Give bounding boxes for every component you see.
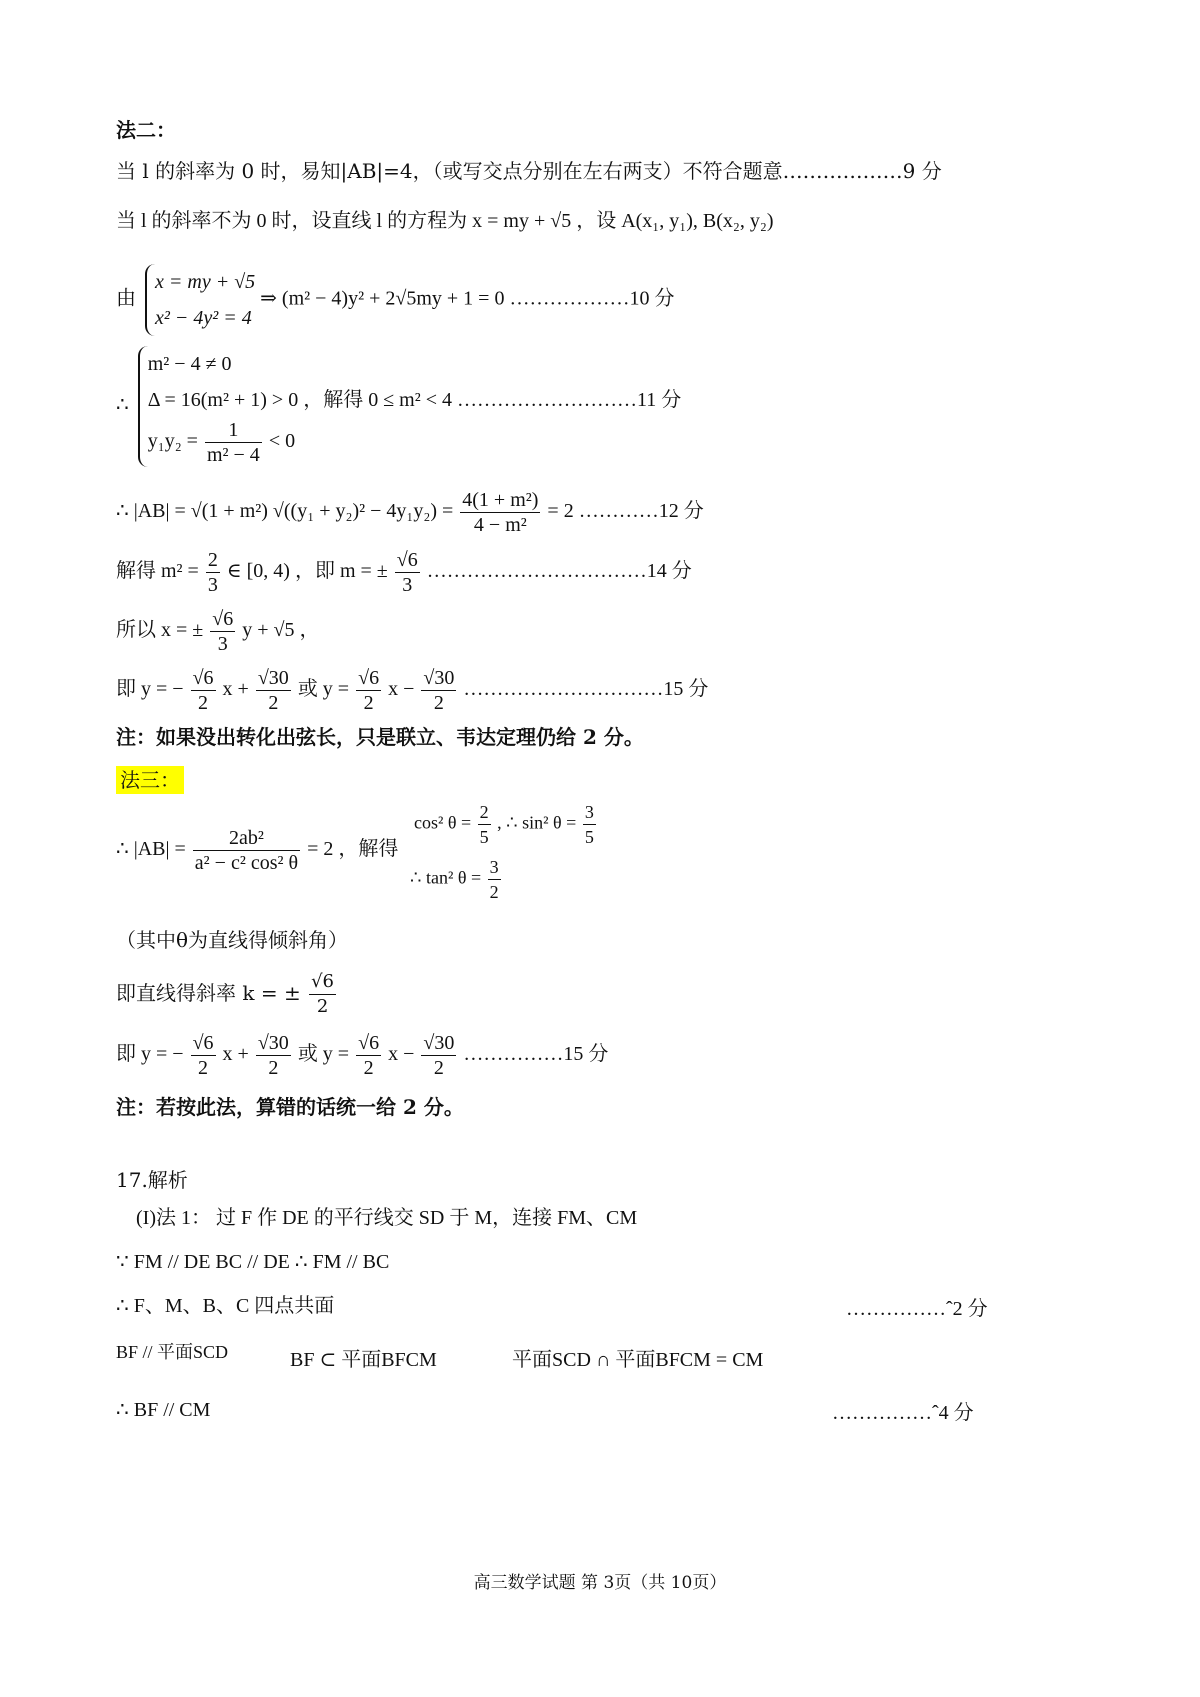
ab-rhs: = 2 ，解得 (307, 838, 399, 861)
fraction-numerator: 2ab² (193, 826, 300, 851)
fraction (356, 666, 381, 715)
fraction-numerator: √30 (257, 1032, 289, 1054)
fraction-numerator: 3 (488, 855, 501, 880)
system-row: Δ = 16(m² + 1) > 0 ，解得 0 ≤ m² < 4 ………………………11 分 (147, 389, 682, 411)
fraction-denominator: 2 (268, 692, 279, 714)
fraction-denominator: 2 (489, 882, 499, 902)
fraction (460, 488, 540, 537)
y-or: 或 y = (297, 678, 350, 701)
fraction-denominator: 2 (316, 996, 329, 1017)
system-prefix: ∴ (116, 394, 129, 417)
y-term: x − (388, 1043, 415, 1066)
fraction-denominator: 2 (363, 1057, 374, 1079)
method3-theta-note: （其中θ为直线得倾斜角） (116, 928, 349, 952)
fraction (478, 800, 491, 849)
product-rhs: < 0 (268, 430, 296, 453)
fraction-denominator: 2 (198, 692, 209, 714)
method3-note: 注：若按此法，算错的话统一给 2 分。 (116, 1095, 464, 1119)
highlighted-heading: 法三： (116, 766, 184, 794)
fraction-denominator: 3 (402, 574, 413, 596)
method3-line-equations (116, 1031, 608, 1080)
method2-m-solution (116, 548, 692, 597)
fraction (206, 548, 220, 597)
fraction (256, 1031, 291, 1080)
fraction (191, 1031, 216, 1080)
fraction-denominator: 2 (198, 1057, 209, 1079)
x-lhs: 所以 x = ± (116, 619, 204, 642)
y-score: ……………15 分 (463, 1043, 609, 1066)
fraction-denominator: 2 (268, 1057, 279, 1079)
fraction-numerator: 2 (207, 549, 218, 571)
method3-cos-sin (414, 800, 598, 849)
fraction (205, 418, 262, 467)
y-or: 或 y = (297, 1043, 350, 1066)
method2-note: 注：如果没出转化出弦长，只是联立、韦达定理仍给 2 分。 (116, 725, 644, 749)
fraction-denominator: 4 − m² (473, 514, 527, 536)
system-brace (145, 264, 255, 336)
q17-line-bf-subset: BF ⊂ 平面BFCM (290, 1349, 437, 1371)
y-term: x − (388, 678, 415, 701)
system-prefix: 由 (116, 287, 136, 310)
m-lhs: 解得 m² = (116, 560, 199, 583)
product-lhs: y₁y₂ = (147, 430, 198, 453)
fraction-denominator: a² − c² cos² θ (194, 852, 299, 874)
ab-rhs: = 2 …………12 分 (547, 500, 704, 523)
slope-lhs: 即直线得斜率 k = ± (116, 981, 301, 1005)
y-term: x + (222, 678, 249, 701)
q17-score-4: ……………ˆ4 分 (832, 1402, 974, 1424)
fraction-numerator: √30 (423, 1032, 455, 1054)
q17-line-bf-parallel: BF // 平面SCD (116, 1342, 229, 1362)
fraction-numerator: 4(1 + m²) (462, 489, 539, 511)
system-result: ⇒ (m² − 4)y² + 2√5my + 1 = 0 ………………10 分 (260, 287, 675, 310)
q17-score-2: ……………ˆ2 分 (846, 1298, 988, 1320)
method3-tan (410, 855, 503, 904)
fraction-numerator: √6 (192, 1032, 214, 1054)
m-rhs: ……………………………14 分 (426, 560, 692, 583)
fraction-numerator: √6 (358, 667, 380, 689)
q17-heading: 17.解析 (116, 1168, 188, 1192)
method3-slope (116, 970, 338, 1019)
fraction (191, 666, 216, 715)
q17-line-conclusion: ∴ BF // CM (116, 1399, 211, 1421)
fraction (193, 826, 300, 875)
fraction-numerator: 1 (205, 418, 262, 443)
fraction-denominator: 2 (363, 692, 374, 714)
ab-lhs: ∴ |AB| = √(1 + m²) √((y₁ + y₂)² − 4y₁y₂) = (116, 500, 454, 523)
method2-heading: 法二： (116, 118, 176, 142)
method2-line-line-equation: 当 l 的斜率不为 0 时，设直线 l 的方程为 x = my + √5 ，设 A(x₁, y₁), B(x₂, y₂) (116, 210, 774, 232)
q17-line-parallel: ∵ FM // DE BC // DE ∴ FM // BC (116, 1251, 390, 1273)
method2-ab-length (116, 488, 704, 537)
fraction-numerator: √6 (358, 1032, 380, 1054)
fraction-denominator: 2 (433, 1057, 444, 1079)
fraction-denominator: 3 (217, 633, 228, 655)
fraction (488, 855, 501, 904)
method2-system-2 (116, 346, 681, 467)
m-mid: ∈ [0, 4) ，即 m = ± (226, 560, 388, 583)
method2-line-equations (116, 666, 708, 715)
fraction-denominator: 3 (207, 574, 218, 596)
fraction (421, 666, 456, 715)
fraction (583, 800, 596, 849)
q17-line-intersection: 平面SCD ∩ 平面BFCM = CM (512, 1349, 764, 1371)
fraction (421, 1031, 456, 1080)
y-score: …………………………15 分 (463, 678, 709, 701)
y-term: x + (222, 1043, 249, 1066)
fraction-numerator: √6 (309, 970, 336, 995)
method3-heading (116, 766, 184, 794)
system-row: m² − 4 ≠ 0 (147, 353, 232, 375)
ab-lhs: ∴ |AB| = (116, 838, 186, 861)
q17-line-coplanar: ∴ F、M、B、C 四点共面 (116, 1295, 335, 1317)
method2-x-expression (116, 607, 320, 656)
fraction (256, 666, 291, 715)
fraction (210, 607, 235, 656)
x-rhs: y + √5 ， (242, 619, 320, 642)
page-footer: 高三数学试题 第 3页（共 10页） (473, 1573, 727, 1593)
fraction (395, 548, 420, 597)
fraction-numerator: 2 (478, 800, 491, 825)
method3-ab-length (116, 826, 398, 875)
fraction-numerator: 3 (583, 800, 596, 825)
fraction-numerator: √6 (192, 667, 214, 689)
fraction-denominator: 2 (433, 692, 444, 714)
fraction-denominator: 5 (584, 827, 594, 847)
q17-line-construction: (I)法 1： 过 F 作 DE 的平行线交 SD 于 M，连接 FM、CM (136, 1207, 638, 1229)
system-brace (138, 346, 682, 467)
tan-lhs: ∴ tan² θ = (410, 867, 482, 888)
sin-lhs: , ∴ sin² θ = (497, 812, 577, 833)
cos-lhs: cos² θ = (414, 812, 472, 833)
fraction-numerator: √30 (257, 667, 289, 689)
method2-system-1 (116, 264, 674, 336)
fraction-numerator: √6 (396, 549, 418, 571)
y-prefix: 即 y = − (116, 1043, 184, 1066)
fraction (309, 970, 336, 1019)
fraction-numerator: √30 (423, 667, 455, 689)
y-prefix: 即 y = − (116, 678, 184, 701)
system-row (148, 418, 682, 467)
fraction (356, 1031, 381, 1080)
system-row: x² − 4y² = 4 (155, 307, 252, 329)
system-row: x = my + √5 (155, 271, 256, 293)
fraction-denominator: m² − 4 (206, 444, 260, 466)
fraction-denominator: 5 (479, 827, 489, 847)
fraction-numerator: √6 (212, 608, 234, 630)
method2-line-slope-zero: 当 l 的斜率为 0 时，易知|AB|=4，（或写交点分别在左右两支）不符合题意………………9 分 (116, 159, 942, 183)
